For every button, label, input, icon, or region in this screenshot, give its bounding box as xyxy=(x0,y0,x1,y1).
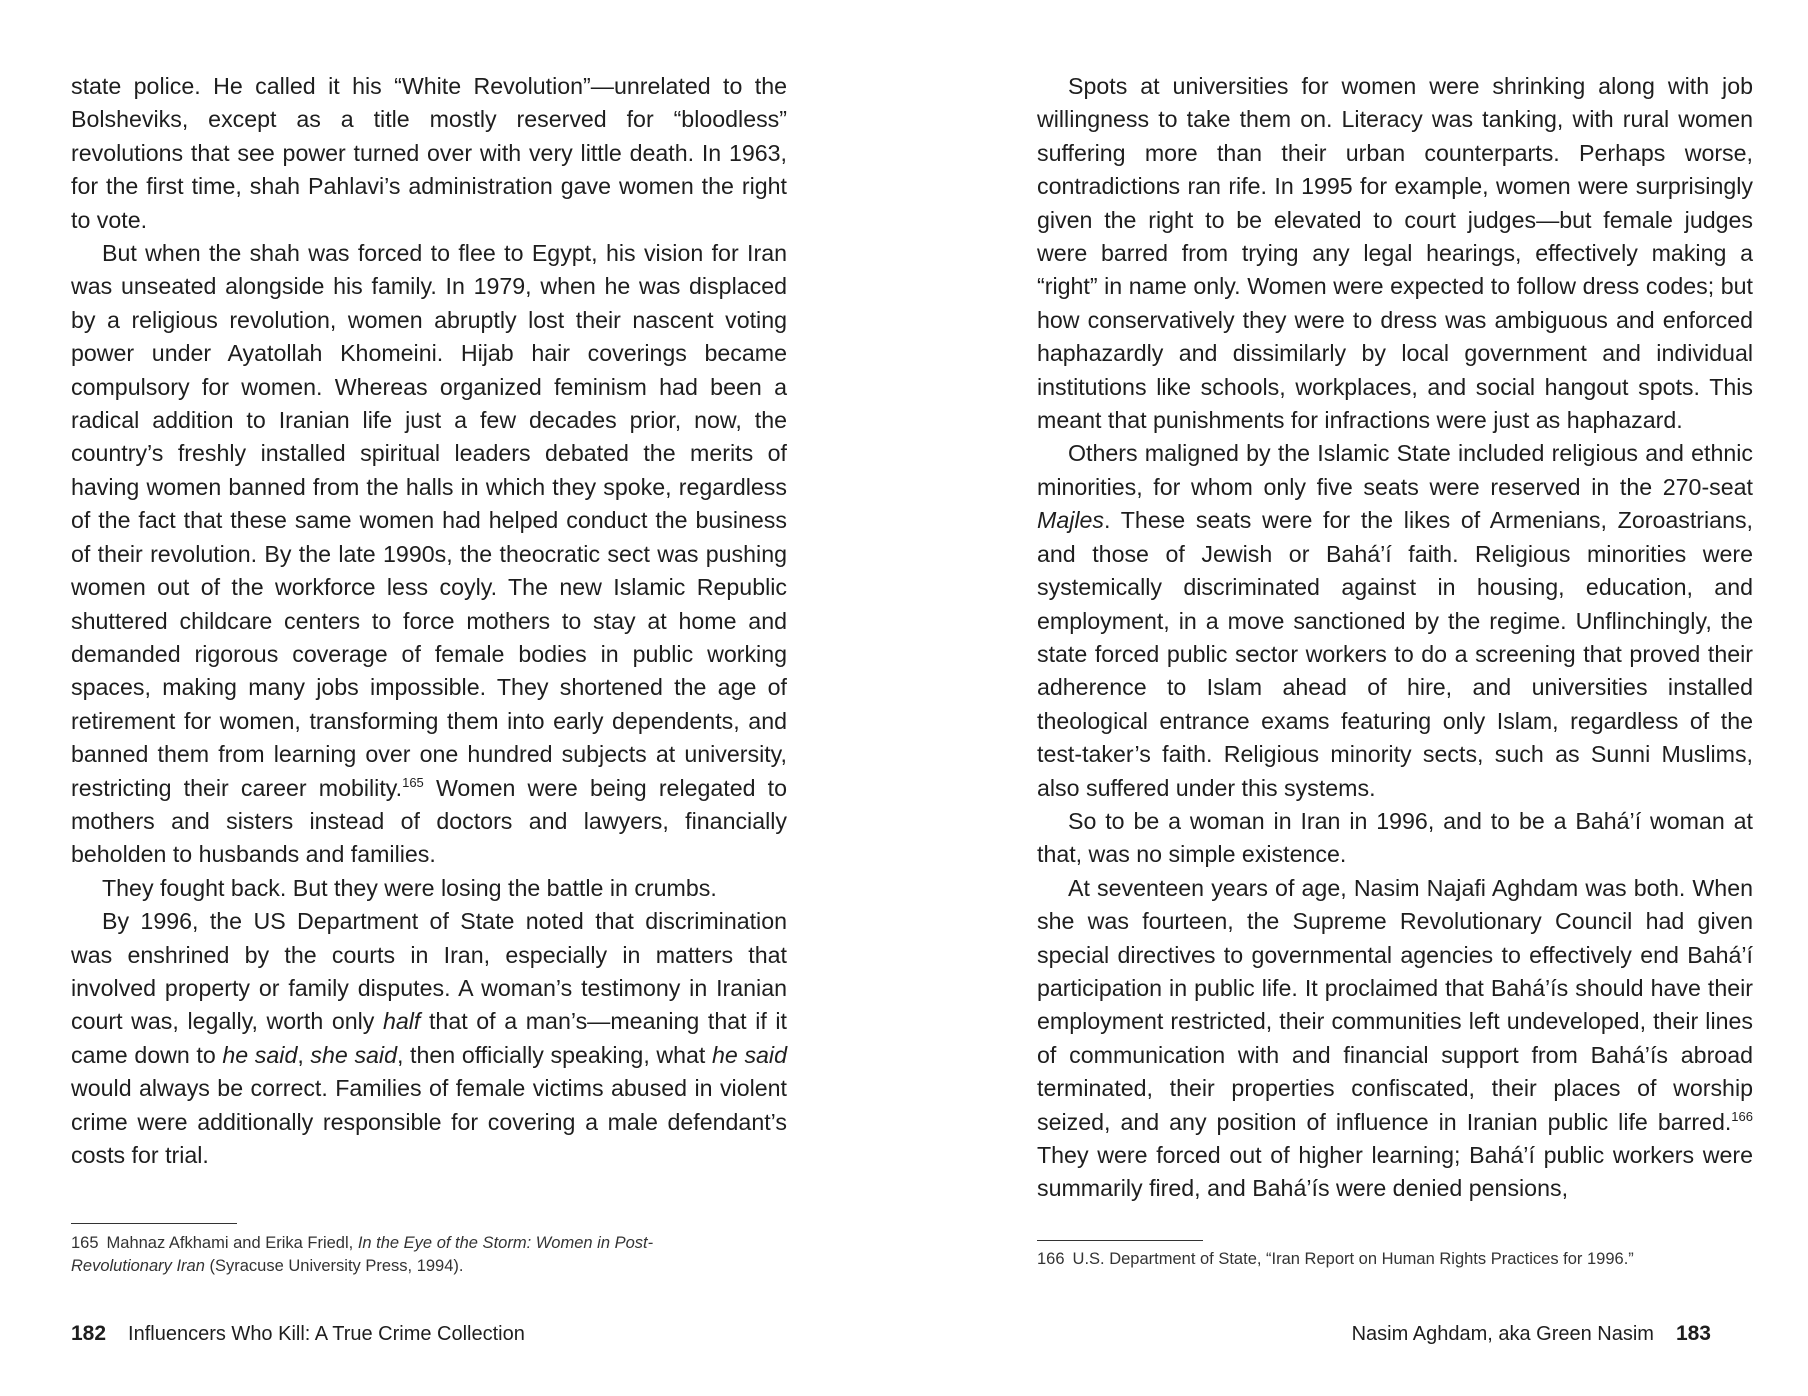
emphasis: he said xyxy=(222,1041,298,1068)
footnote-divider xyxy=(1037,1240,1203,1241)
footnote-authors: Mahnaz Afkhami and Erika Friedl, xyxy=(106,1234,358,1252)
book-title: Influencers Who Kill: A True Crime Collection xyxy=(128,1323,525,1345)
emphasis: half xyxy=(382,1008,421,1035)
paragraph: They fought back. But they were losing the battle in crumbs. xyxy=(102,874,717,901)
paragraph: Spots at universities for women were shrinking along with job willingness to take them on. Literacy was tanking, with rural women suffering more than their urban counterparts. Perhaps worse, contradictions ran rife. In 1995 for example, women were surprisingly given the right to be elevated to court judges—but female judges were barred from trying any legal hearings, effectively making a “right” in name only. Women were expected to follow dress codes; but how conservatively they were to dress was ambiguous and enforced haphazardly and dissimilarly by local government and individual institutions like schools, workplaces, and social hangout spots. This meant that punishments for infractions were just as haphazard. xyxy=(1037,73,1753,434)
paragraph: So to be a woman in Iran in 1996, and to be a Bahá’í woman at that, was no simple existence. xyxy=(1037,807,1753,868)
footnote-number: 165 xyxy=(71,1234,99,1252)
running-footer-right xyxy=(1352,1320,1711,1348)
footnote-number: 166 xyxy=(1037,1250,1065,1268)
paragraph xyxy=(1037,872,1753,1206)
paragraph-text: , then officially speaking, what xyxy=(396,1041,713,1068)
paragraph-text: Women were being relegated to mothers and sisters instead of doctors and lawyers, financially beholden to husbands and families. xyxy=(71,774,788,868)
footnote-text: U.S. Department of State, “Iran Report on Human Rights Practices for 1996.” xyxy=(1072,1250,1634,1268)
footnote-166 xyxy=(1037,1248,1753,1271)
paragraph-text: , xyxy=(297,1041,311,1068)
page-number: 183 xyxy=(1675,1322,1711,1345)
left-page-body xyxy=(71,70,787,1172)
footnote-ref-166[interactable]: 166 xyxy=(1731,1108,1753,1124)
emphasis: he said xyxy=(712,1041,787,1068)
paragraph: state police. He called it his “White Revolution”—unrelated to the Bolsheviks, except as a title mostly reserved for “bloodless” revolutions that see power turned over with very little death. In 1963, for the first time, shah Pahlavi’s administration gave women the right to vote. xyxy=(71,73,787,233)
paragraph xyxy=(71,237,787,872)
paragraph-text: By 1996, the US Department of State noted that discrimination was enshrined by the courts in Iran, especially in matters that involved property or family disputes. A woman’s testimony in Iranian court was, legally, worth only xyxy=(71,908,787,1035)
page-number: 182 xyxy=(71,1322,107,1345)
paragraph-text: At seventeen years of age, Nasim Najafi Aghdam was both. When she was fourteen, the Supreme Revolutionary Council had given special directives to governmental agencies to effectively end Bahá’í participation in public life. It proclaimed that Bahá’ís should have their employment restricted, their communities left undeveloped, their lines of communication with and financial support from Bahá’ís abroad terminated, their properties confiscated, their places of worship seized, and any position of influence in Iranian public life barred. xyxy=(1037,874,1753,1135)
paragraph xyxy=(71,905,787,1172)
running-footer-left xyxy=(71,1320,525,1348)
right-page xyxy=(904,0,1808,1396)
footnote-ref-165[interactable]: 165 xyxy=(402,774,424,790)
footnote-publisher: (Syracuse University Press, 1994). xyxy=(204,1257,464,1275)
emphasis: Majles xyxy=(1037,507,1105,534)
paragraph-text: . These seats were for the likes of Armenians, Zoroastrians, and those of Jewish or Bahá’í faith. Religious minorities were systemically discriminated against in housing, education, and employment, in a move sanctioned by the regime. Unflinchingly, the state forced public sector workers to do a screening that proved their adherence to Islam ahead of hire, and universities installed theological entrance exams featuring only Islam, regardless of the test-taker’s faith. Religious minority sects, such as Sunni Muslims, also suffered under this systems. xyxy=(1037,507,1753,801)
emphasis: she said xyxy=(310,1041,397,1068)
paragraph-text: that of a man’s—meaning that if it came down to xyxy=(71,1008,787,1068)
paragraph-text: But when the shah was forced to flee to Egypt, his vision for Iran was unseated alongside his family. In 1979, when he was displaced by a religious revolution, women abruptly lost their nascent voting power under Ayatollah Khomeini. Hijab hair coverings became compulsory for women. Whereas organized feminism had been a radical addition to Iranian life just a few decades prior, now, the country’s freshly installed spiritual leaders debated the merits of having women banned from the halls in which they spoke, regardless of the fact that these same women had helped conduct the business of their revolution. By the late 1990s, the theocratic sect was pushing women out of the workforce less coyly. The new Islamic Republic shuttered childcare centers to force mothers to stay at home and demanded rigorous coverage of female bodies in public working spaces, making many jobs impossible. They shortened the age of retirement for women, transforming them into early dependents, and banned them from learning over one hundred subjects at university, restricting their career mobility. xyxy=(71,240,787,801)
paragraph-text: Others maligned by the Islamic State included religious and ethnic minorities, for whom only five seats were reserved in the 270-seat xyxy=(1037,440,1753,500)
paragraph xyxy=(1037,437,1753,804)
footnote-divider xyxy=(71,1223,237,1224)
footnote-title: In the Eye of the Storm: Women in Post-Revolutionary Iran xyxy=(71,1234,654,1275)
paragraph-text: would always be correct. Families of female victims abused in violent crime were additionally responsible for covering a male defendant’s costs for trial. xyxy=(71,1075,787,1168)
right-page-body xyxy=(1037,70,1753,1206)
chapter-title: Nasim Aghdam, aka Green Nasim xyxy=(1351,1323,1654,1345)
footnote-165 xyxy=(71,1232,731,1278)
paragraph-text: They were forced out of higher learning; Bahá’í public workers were summarily fired, and Bahá’ís were denied pensions, xyxy=(1037,1142,1753,1202)
